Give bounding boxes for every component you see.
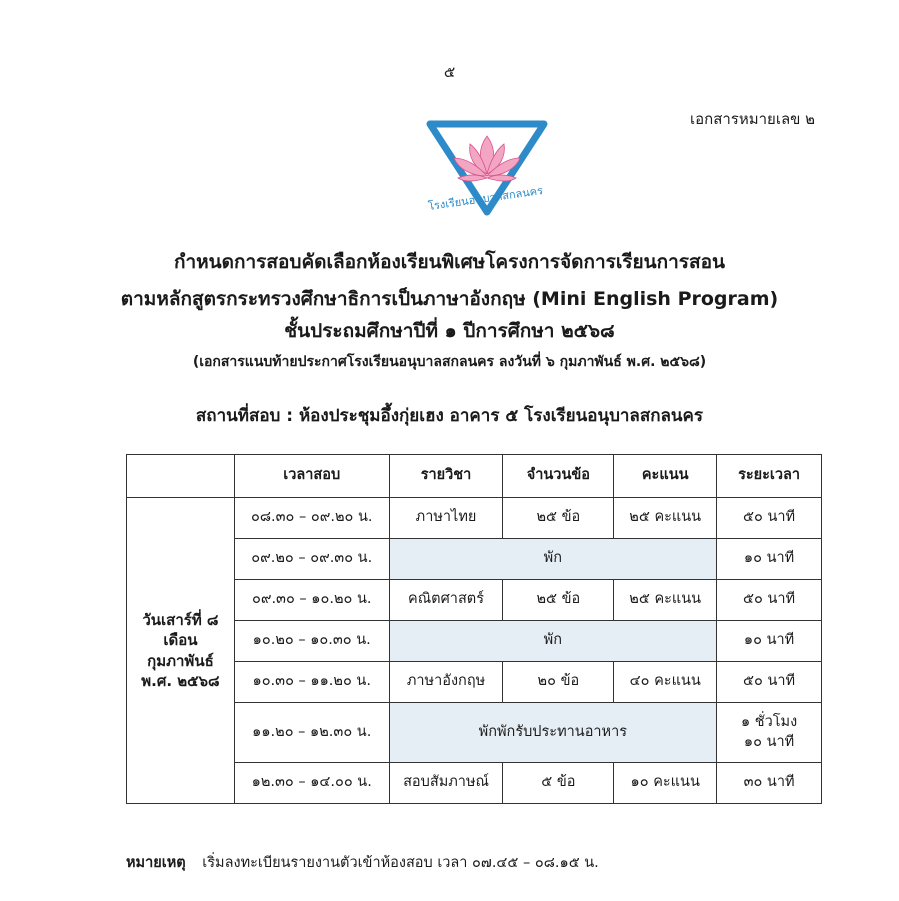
- title-line-3: ชั้นประถมศึกษาปีที่ ๑ ปีการศึกษา ๒๕๖๘: [284, 320, 615, 342]
- score-cell: ๔๐ คะแนน: [614, 662, 717, 703]
- header-subject: รายวิชา: [389, 455, 503, 498]
- header-time: เวลาสอบ: [234, 455, 389, 498]
- duration-cell: ๑๐ นาที: [717, 621, 822, 662]
- page-number: ๕: [443, 63, 456, 81]
- header-items: จำนวนข้อ: [503, 455, 614, 498]
- break-cell: พักพักรับประทานอาหาร: [389, 703, 717, 763]
- items-cell: ๒๕ ข้อ: [503, 498, 614, 539]
- duration-cell: ๕๐ นาที: [717, 580, 822, 621]
- school-logo: [418, 118, 556, 218]
- items-cell: ๕ ข้อ: [503, 763, 614, 804]
- table-row: [127, 498, 822, 539]
- items-cell: ๒๕ ข้อ: [503, 580, 614, 621]
- subject-cell: ภาษาไทย: [389, 498, 503, 539]
- duration-cell: ๕๐ นาที: [717, 498, 822, 539]
- items-cell: ๒๐ ข้อ: [503, 662, 614, 703]
- subject-cell: คณิตศาสตร์: [389, 580, 503, 621]
- subject-cell: ภาษาอังกฤษ: [389, 662, 503, 703]
- title-line-2: ตามหลักสูตรกระทรวงศึกษาธิการเป็นภาษาอังกฤษ (Mini English Program): [120, 288, 779, 310]
- registration-note: [126, 851, 599, 874]
- time-cell: ๐๘.๓๐ – ๐๙.๒๐ น.: [234, 498, 389, 539]
- exam-venue: สถานที่สอบ : ห้องประชุมอึ้งกุ่ยเฮง อาคาร ๕ โรงเรียนอนุบาลสกลนคร: [195, 406, 704, 426]
- day-line: เดือน: [163, 631, 198, 650]
- exam-schedule-table: [126, 454, 822, 804]
- header-duration: ระยะเวลา: [717, 455, 822, 498]
- duration-cell: ๕๐ นาที: [717, 662, 822, 703]
- time-cell: ๑๐.๒๐ – ๑๐.๓๐ น.: [234, 621, 389, 662]
- time-cell: ๐๙.๒๐ – ๐๙.๓๐ น.: [234, 539, 389, 580]
- time-cell: ๐๙.๓๐ – ๑๐.๒๐ น.: [234, 580, 389, 621]
- duration-cell: ๑๐ นาที: [717, 539, 822, 580]
- header-blank: [127, 455, 235, 498]
- note-label: หมายเหตุ: [126, 855, 186, 871]
- time-cell: ๑๐.๓๐ – ๑๑.๒๐ น.: [234, 662, 389, 703]
- logo-text: โรงเรียนอนุบาลสกลนคร: [427, 184, 544, 214]
- day-line: วันเสาร์ที่ ๘: [142, 611, 219, 629]
- exam-day-cell: [127, 498, 235, 804]
- score-cell: ๑๐ คะแนน: [614, 763, 717, 804]
- title-line-1: กำหนดการสอบคัดเลือกห้องเรียนพิเศษโครงการจัดการเรียนการสอน: [173, 251, 726, 273]
- duration-line: ๑ ชั่วโมง: [740, 713, 798, 730]
- title-line-4: (เอกสารแนบท้ายประกาศโรงเรียนอนุบาลสกลนคร ลงวันที่ ๖ กุมภาพันธ์ พ.ศ. ๒๕๖๘): [192, 354, 707, 370]
- day-line: พ.ศ. ๒๕๖๘: [141, 671, 220, 690]
- day-line: กุมภาพันธ์: [147, 651, 214, 670]
- document-reference: เอกสารหมายเลข ๒: [690, 110, 816, 128]
- duration-cell: ๓๐ นาที: [717, 763, 822, 804]
- break-cell: พัก: [389, 539, 717, 580]
- score-cell: ๒๕ คะแนน: [614, 498, 717, 539]
- duration-cell: [717, 703, 822, 763]
- duration-line: ๑๐ นาที: [743, 733, 795, 750]
- subject-cell: สอบสัมภาษณ์: [389, 763, 503, 804]
- score-cell: ๒๕ คะแนน: [614, 580, 717, 621]
- time-cell: ๑๑.๒๐ – ๑๒.๓๐ น.: [234, 703, 389, 763]
- header-score: คะแนน: [614, 455, 717, 498]
- time-cell: ๑๒.๓๐ – ๑๔.๐๐ น.: [234, 763, 389, 804]
- note-text: เริ่มลงทะเบียนรายงานตัวเข้าห้องสอบ เวลา ๐๗.๔๕ – ๐๘.๑๕ น.: [202, 855, 599, 871]
- table-header-row: [127, 455, 822, 498]
- break-cell: พัก: [389, 621, 717, 662]
